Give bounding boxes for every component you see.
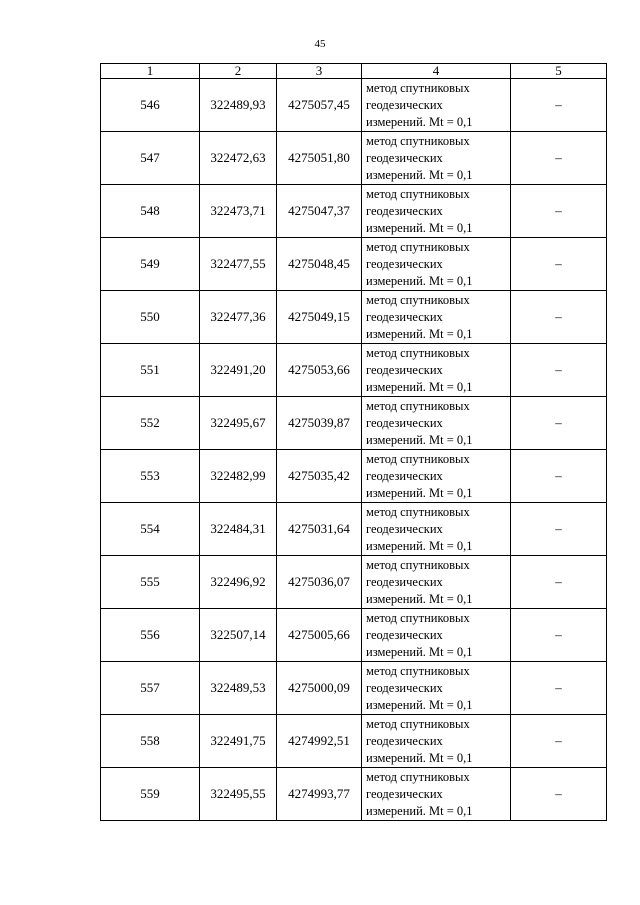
method-line: геодезических xyxy=(366,627,443,642)
table-row xyxy=(101,344,607,397)
point-number-cell: 548 xyxy=(101,185,200,238)
x-coordinate-cell: 322495,55 xyxy=(200,768,277,821)
table-row xyxy=(101,450,607,503)
method-line: геодезических xyxy=(366,468,443,483)
method-line: геодезических xyxy=(366,97,443,112)
dash-mark: – xyxy=(555,574,562,589)
dash-mark: – xyxy=(555,256,562,271)
y-coordinate-cell: 4274992,51 xyxy=(277,715,362,768)
method-line: геодезических xyxy=(366,203,443,218)
note-cell xyxy=(511,715,607,768)
note-cell xyxy=(511,238,607,291)
method-line: геодезических xyxy=(366,256,443,271)
note-cell xyxy=(511,344,607,397)
method-line: метод спутниковых xyxy=(366,663,470,678)
point-number-cell: 559 xyxy=(101,768,200,821)
y-coordinate-cell: 4275031,64 xyxy=(277,503,362,556)
table-row xyxy=(101,503,607,556)
method-line: метод спутниковых xyxy=(366,345,470,360)
dash-mark: – xyxy=(555,521,562,536)
point-number-cell: 551 xyxy=(101,344,200,397)
dash-mark: – xyxy=(555,680,562,695)
x-coordinate-cell: 322477,55 xyxy=(200,238,277,291)
method-line: метод спутниковых xyxy=(366,186,470,201)
dash-mark: – xyxy=(555,97,562,112)
x-coordinate-cell: 322495,67 xyxy=(200,397,277,450)
method-line: измерений. Mt = 0,1 xyxy=(366,750,473,765)
method-line: измерений. Mt = 0,1 xyxy=(366,697,473,712)
method-line: метод спутниковых xyxy=(366,610,470,625)
method-line: измерений. Mt = 0,1 xyxy=(366,167,473,182)
method-line: метод спутниковых xyxy=(366,292,470,307)
dash-mark: – xyxy=(555,309,562,324)
x-coordinate-cell: 322491,20 xyxy=(200,344,277,397)
column-header-1: 1 xyxy=(101,64,200,79)
page-number: 45 xyxy=(314,38,326,50)
note-cell xyxy=(511,556,607,609)
dash-mark: – xyxy=(555,362,562,377)
method-cell xyxy=(362,556,511,609)
y-coordinate-cell: 4275047,37 xyxy=(277,185,362,238)
table-row xyxy=(101,185,607,238)
method-line: измерений. Mt = 0,1 xyxy=(366,220,473,235)
dash-mark: – xyxy=(555,150,562,165)
column-header-3: 3 xyxy=(277,64,362,79)
table-body xyxy=(101,64,607,821)
method-line: геодезических xyxy=(366,309,443,324)
x-coordinate-cell: 322473,71 xyxy=(200,185,277,238)
point-number-cell: 557 xyxy=(101,662,200,715)
dash-mark: – xyxy=(555,468,562,483)
method-line: измерений. Mt = 0,1 xyxy=(366,803,473,818)
method-cell xyxy=(362,609,511,662)
point-number-cell: 550 xyxy=(101,291,200,344)
method-cell xyxy=(362,715,511,768)
y-coordinate-cell: 4275048,45 xyxy=(277,238,362,291)
x-coordinate-cell: 322496,92 xyxy=(200,556,277,609)
note-cell xyxy=(511,397,607,450)
method-cell xyxy=(362,344,511,397)
dash-mark: – xyxy=(555,203,562,218)
method-line: метод спутниковых xyxy=(366,398,470,413)
table-row xyxy=(101,132,607,185)
table-row xyxy=(101,79,607,132)
method-line: измерений. Mt = 0,1 xyxy=(366,644,473,659)
method-line: геодезических xyxy=(366,574,443,589)
table-row xyxy=(101,291,607,344)
method-line: метод спутниковых xyxy=(366,504,470,519)
y-coordinate-cell: 4274993,77 xyxy=(277,768,362,821)
note-cell xyxy=(511,503,607,556)
method-cell xyxy=(362,185,511,238)
method-line: метод спутниковых xyxy=(366,451,470,466)
column-header-2: 2 xyxy=(200,64,277,79)
method-cell xyxy=(362,79,511,132)
method-line: геодезических xyxy=(366,415,443,430)
x-coordinate-cell: 322472,63 xyxy=(200,132,277,185)
dash-mark: – xyxy=(555,627,562,642)
note-cell xyxy=(511,768,607,821)
y-coordinate-cell: 4275000,09 xyxy=(277,662,362,715)
note-cell xyxy=(511,291,607,344)
method-line: геодезических xyxy=(366,786,443,801)
method-line: геодезических xyxy=(366,150,443,165)
table-row xyxy=(101,609,607,662)
method-line: метод спутниковых xyxy=(366,557,470,572)
method-line: измерений. Mt = 0,1 xyxy=(366,379,473,394)
method-cell xyxy=(362,397,511,450)
note-cell xyxy=(511,79,607,132)
method-cell xyxy=(362,503,511,556)
column-header-5: 5 xyxy=(511,64,607,79)
table-row xyxy=(101,238,607,291)
point-number-cell: 553 xyxy=(101,450,200,503)
method-line: измерений. Mt = 0,1 xyxy=(366,591,473,606)
x-coordinate-cell: 322482,99 xyxy=(200,450,277,503)
table-row xyxy=(101,715,607,768)
method-line: измерений. Mt = 0,1 xyxy=(366,432,473,447)
dash-mark: – xyxy=(555,415,562,430)
x-coordinate-cell: 322489,53 xyxy=(200,662,277,715)
point-number-cell: 555 xyxy=(101,556,200,609)
method-cell xyxy=(362,662,511,715)
y-coordinate-cell: 4275035,42 xyxy=(277,450,362,503)
method-line: измерений. Mt = 0,1 xyxy=(366,538,473,553)
method-line: геодезических xyxy=(366,680,443,695)
y-coordinate-cell: 4275053,66 xyxy=(277,344,362,397)
point-number-cell: 558 xyxy=(101,715,200,768)
point-number-cell: 549 xyxy=(101,238,200,291)
note-cell xyxy=(511,662,607,715)
table-row xyxy=(101,768,607,821)
note-cell xyxy=(511,450,607,503)
method-line: метод спутниковых xyxy=(366,80,470,95)
x-coordinate-cell: 322507,14 xyxy=(200,609,277,662)
y-coordinate-cell: 4275049,15 xyxy=(277,291,362,344)
note-cell xyxy=(511,132,607,185)
coordinates-table xyxy=(100,63,607,821)
dash-mark: – xyxy=(555,733,562,748)
method-line: геодезических xyxy=(366,521,443,536)
y-coordinate-cell: 4275057,45 xyxy=(277,79,362,132)
method-cell xyxy=(362,450,511,503)
note-cell xyxy=(511,609,607,662)
method-cell xyxy=(362,291,511,344)
column-header-4: 4 xyxy=(362,64,511,79)
method-cell xyxy=(362,768,511,821)
x-coordinate-cell: 322491,75 xyxy=(200,715,277,768)
x-coordinate-cell: 322489,93 xyxy=(200,79,277,132)
method-line: метод спутниковых xyxy=(366,133,470,148)
table-header-row xyxy=(101,64,607,79)
method-line: метод спутниковых xyxy=(366,716,470,731)
method-line: геодезических xyxy=(366,733,443,748)
point-number-cell: 554 xyxy=(101,503,200,556)
x-coordinate-cell: 322477,36 xyxy=(200,291,277,344)
dash-mark: – xyxy=(555,786,562,801)
y-coordinate-cell: 4275036,07 xyxy=(277,556,362,609)
point-number-cell: 552 xyxy=(101,397,200,450)
point-number-cell: 556 xyxy=(101,609,200,662)
method-line: измерений. Mt = 0,1 xyxy=(366,485,473,500)
method-line: измерений. Mt = 0,1 xyxy=(366,114,473,129)
table-row xyxy=(101,662,607,715)
table-row xyxy=(101,556,607,609)
method-cell xyxy=(362,238,511,291)
method-line: измерений. Mt = 0,1 xyxy=(366,273,473,288)
y-coordinate-cell: 4275051,80 xyxy=(277,132,362,185)
x-coordinate-cell: 322484,31 xyxy=(200,503,277,556)
y-coordinate-cell: 4275005,66 xyxy=(277,609,362,662)
table-row xyxy=(101,397,607,450)
note-cell xyxy=(511,185,607,238)
method-line: метод спутниковых xyxy=(366,239,470,254)
point-number-cell: 547 xyxy=(101,132,200,185)
method-cell xyxy=(362,132,511,185)
method-line: измерений. Mt = 0,1 xyxy=(366,326,473,341)
y-coordinate-cell: 4275039,87 xyxy=(277,397,362,450)
method-line: метод спутниковых xyxy=(366,769,470,784)
point-number-cell: 546 xyxy=(101,79,200,132)
method-line: геодезических xyxy=(366,362,443,377)
